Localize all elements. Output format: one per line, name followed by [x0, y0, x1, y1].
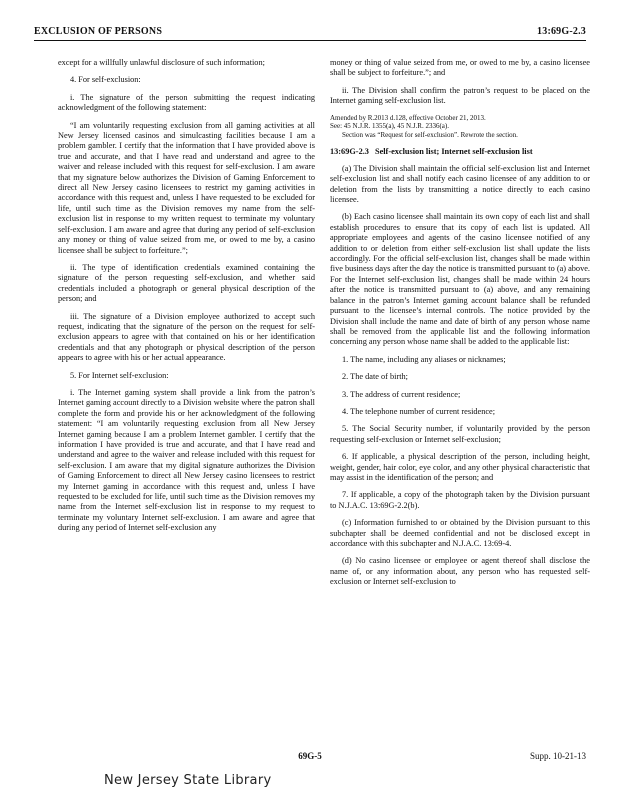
paragraph: i. The Internet gaming system shall provide a link from the patron’s Internet gaming account directly to a Division website where the patron shall complete the form and provide his or her acknowledgment of the following statement: “I am voluntarily requesting exclusion from all New Jersey Internet gaming because I am a problem Internet gambler. I certify that the information I have provided is true and accurate, and that I have read and understand and agree to the waiver and release included with this request for self-exclusion. I am aware that my digital signature authorizes the Division of Gaming Enforcement to direct all New Jersey casino licensees to restrict my Internet gaming in accordance with this request and, unless I have requested to be excluded for life, until such time as the Division removes my name from the Internet self-exclusion list in response to my request to terminate my voluntary Internet self-exclusion. I am aware and agree that during any period of Internet self-exclusion any [58, 387, 315, 533]
list-item: 5. The Social Security number, if voluntarily provided by the person requesting self-exclusion or Internet self-exclusion; [330, 424, 590, 444]
left-column [58, 58, 315, 541]
section-title: Self-exclusion list; Internet self-exclusion list [374, 147, 533, 157]
section-number: 13:69G-2.3 [330, 147, 369, 157]
history-note: Section was “Request for self-exclusion”. Rewrote the section. [342, 130, 518, 139]
list-item: 7. If applicable, a copy of the photograph taken by the Division pursuant to N.J.A.C. 13:69G-2.2(b). [330, 490, 590, 510]
running-header [34, 26, 586, 41]
quoted-statement: “I am voluntarily requesting exclusion from all gaming activities at all New Jersey licensed casinos and simulcasting facilities because I am a problem gambler. I certify that the information that I have provided above is true and accurate, and that I have read and understand and agree to the waiver and release included with this request for self-exclusion. I am aware that my signature below authorizes the Division of Gaming Enforcement to direct all New Jersey casino licensees to restrict my gaming activities in accordance with this request and, unless I have requested to be excluded for life, until such time as the Division removes my name from the self-exclusion list in response to my written request to terminate my voluntary self-exclusion. I am aware and agree that during any period of self-exclusion any money or thing of value seized from me, or owed to me by, a casino licensee shall be subject to forfeiture.”; [58, 120, 315, 255]
list-item: 4. The telephone number of current residence; [342, 406, 496, 416]
header-chapter-title: EXCLUSION OF PERSONS [34, 26, 163, 37]
paragraph: i. The signature of the person submitting the request indicating acknowledgment of the following statement: [58, 92, 315, 113]
paragraph: (d) No casino licensee or employee or agent thereof shall disclose the name of, or any information about, any person who has requested self-exclusion or Internet self-exclusion to [330, 556, 590, 587]
paragraph: (a) The Division shall maintain the official self-exclusion list and Internet self-exclusion list and shall notify each casino licensee of any addition to or deletion from the lists by transmitting a notice directly to each casino licensee. [330, 163, 590, 205]
library-watermark: New Jersey State Library [104, 773, 272, 788]
page-footer [34, 751, 586, 761]
page-number: 69G-5 [298, 751, 322, 761]
list-item: 2. The date of birth; [342, 372, 408, 382]
paragraph: ii. The type of identification credentials examined containing the signature of the person requesting self-exclusion, and whether said credentials included a photograph or general physical description of the person; and [58, 262, 315, 304]
paragraph: money or thing of value seized from me, or owed to me by, a casino licensee shall be subject to forfeiture.”; and [330, 58, 590, 78]
paragraph: iii. The signature of a Division employee authorized to accept such request, indicating that the signature of the person on the request for self-exclusion appears to agree with that contained on his or her identification credentials and that any photograph or physical description of the person appears to agree with his or her actual appearance. [58, 311, 315, 363]
paragraph: (c) Information furnished to or obtained by the Division pursuant to this subchapter shall be deemed confidential and not be disclosed except in accordance with this subchapter and N.J.A.C. 13:69-4. [330, 518, 590, 548]
list-item: 1. The name, including any aliases or nicknames; [342, 354, 506, 364]
history-note: See: 45 N.J.R. 1355(a), 45 N.J.R. 2336(a). [330, 122, 449, 131]
history-note: Amended by R.2013 d.128, effective October 21, 2013. [330, 113, 486, 122]
supplement-date: Supp. 10-21-13 [530, 751, 586, 761]
section-heading [330, 147, 590, 157]
right-column [330, 58, 590, 595]
paragraph: 5. For Internet self-exclusion: [70, 370, 169, 380]
list-item: 3. The address of current residence; [342, 389, 461, 399]
header-section-number: 13:69G-2.3 [537, 26, 586, 37]
list-item: 6. If applicable, a physical description of the person, including height, weight, gender, hair color, eye color, and any other physical characteristic that may assist in the identification of the person; and [330, 452, 590, 482]
paragraph: 4. For self-exclusion: [70, 75, 141, 85]
paragraph: except for a willfully unlawful disclosure of such information; [58, 58, 265, 67]
paragraph: (b) Each casino licensee shall maintain its own copy of each list and shall establish procedures to ensure that its copy of each list is updated. All appropriate employees and agents of the casino licensee notified of any addition to or deletion from either self-exclusion list shall update the lists accordingly. For the official self-exclusion list, changes shall be made within five business days after the day the notice is transmitted pursuant to (a) above. For the Internet self-exclusion list, changes shall be made within 24 hours after the notice is transmitted pursuant to (a) above, and any remaining balance in the patron’s Internet gaming account balance shall be refunded pursuant to the licensee’s internal controls. The notice provided by the Division shall include the name and date of birth of any person whose name shall be removed from the applicable list and the following information concerning any person whose name shall be added to the applicable list: [330, 212, 590, 347]
paragraph: ii. The Division shall confirm the patron’s request to be placed on the Internet gaming self-exclusion list. [330, 85, 590, 106]
